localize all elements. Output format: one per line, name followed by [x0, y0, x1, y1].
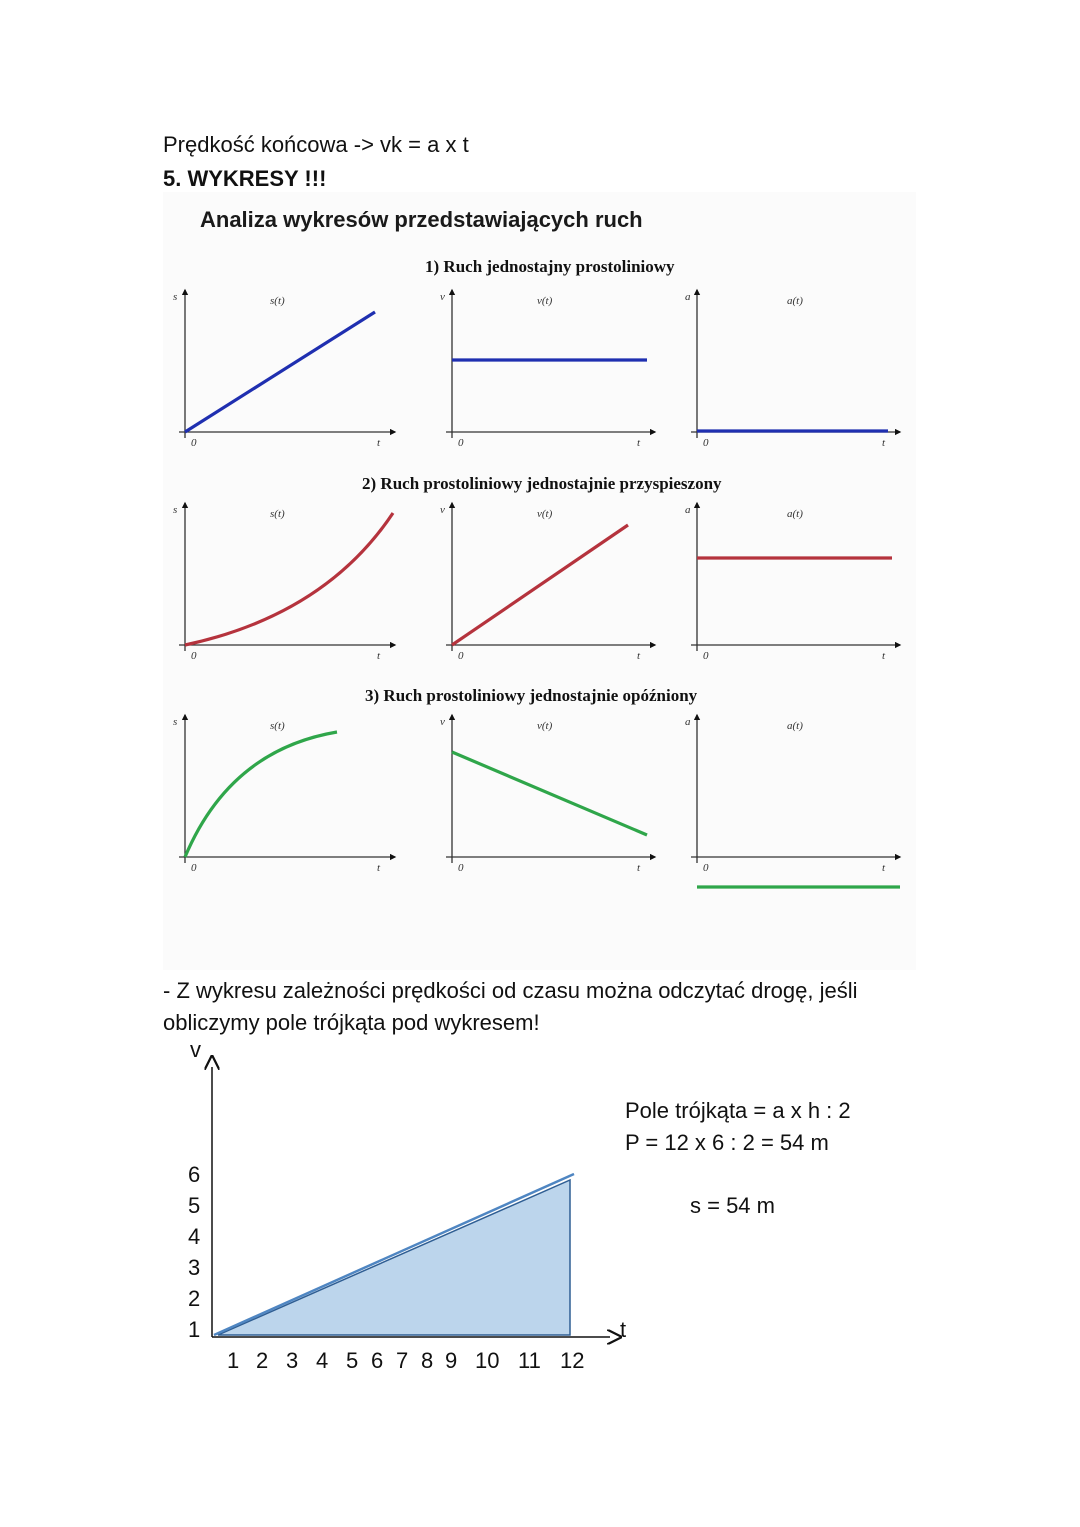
accelerated-v-axis-label: v	[440, 504, 445, 516]
x-tick-label: 12	[560, 1348, 585, 1373]
y-tick-label: 4	[188, 1224, 201, 1249]
uniform-v-t-label: t	[637, 437, 641, 449]
y-tick-label: 2	[188, 1286, 201, 1311]
decelerated-a-origin: 0	[703, 862, 709, 874]
decelerated-s-curve	[185, 732, 337, 857]
y-tick-label: 6	[188, 1162, 201, 1187]
decelerated-v-origin: 0	[458, 862, 464, 874]
x-tick-label: 1	[227, 1348, 240, 1373]
section-1-title: 1) Ruch jednostajny prostoliniowy	[425, 257, 675, 276]
uniform-s-curve-label: s(t)	[270, 295, 285, 307]
decelerated-v-curve	[452, 752, 647, 835]
uniform-a-t-label: t	[882, 437, 886, 449]
uniform-a-origin: 0	[703, 437, 709, 449]
decelerated-v-curve-label: v(t)	[537, 720, 553, 732]
x-tick-label: 6	[371, 1348, 384, 1373]
x-tick-label: 9	[445, 1348, 458, 1373]
decelerated-a-curve-label: a(t)	[787, 720, 803, 732]
triangle-area-calculation: P = 12 x 6 : 2 = 54 m	[625, 1130, 829, 1155]
triangle-area	[218, 1180, 570, 1335]
vt-chart	[150, 1035, 650, 1380]
accelerated-v-t-label: t	[637, 650, 641, 662]
final-velocity-line: Prędkość końcowa -> vk = a x t	[163, 132, 469, 157]
decelerated-a-t-label: t	[882, 862, 886, 874]
decelerated-s-origin: 0	[191, 862, 197, 874]
decelerated-s-axis-label: s	[173, 716, 178, 728]
accelerated-v-curve-label: v(t)	[537, 508, 553, 520]
accelerated-s-t-label: t	[377, 650, 381, 662]
paragraph-area-note: - Z wykresu zależności prędkości od czasu można odczytać drogę, jeśli obliczymy pole trójkąta pod wykresem!	[163, 978, 858, 1035]
x-tick-label: 7	[396, 1348, 409, 1373]
uniform-s-origin: 0	[191, 437, 197, 449]
accelerated-s-axis-label: s	[173, 504, 178, 516]
accelerated-s-curve-label: s(t)	[270, 508, 285, 520]
x-tick-label: 4	[316, 1348, 329, 1373]
accelerated-v-curve	[452, 525, 628, 645]
uniform-a-curve-label: a(t)	[787, 295, 803, 307]
figure-title: Analiza wykresów przedstawiających ruch	[200, 207, 643, 232]
decelerated-a-axis-label: a	[685, 716, 691, 728]
x-tick-label: 8	[421, 1348, 434, 1373]
decelerated-v-t-label: t	[637, 862, 641, 874]
y-tick-label: 3	[188, 1255, 201, 1280]
accelerated-a-origin: 0	[703, 650, 709, 662]
y-tick-label: 5	[188, 1193, 201, 1218]
x-tick-label: 11	[518, 1348, 541, 1373]
accelerated-s-curve	[185, 513, 393, 645]
distance-result: s = 54 m	[690, 1193, 775, 1218]
decelerated-v-axis-label: v	[440, 716, 445, 728]
uniform-v-origin: 0	[458, 437, 464, 449]
decelerated-s-curve-label: s(t)	[270, 720, 285, 732]
accelerated-v-origin: 0	[458, 650, 464, 662]
x-tick-label: 10	[475, 1348, 500, 1373]
section-3-title: 3) Ruch prostoliniowy jednostajnie opóźniony	[365, 686, 698, 705]
section-2-title: 2) Ruch prostoliniowy jednostajnie przyspieszony	[362, 474, 722, 493]
triangle-area-formula: Pole trójkąta = a x h : 2	[625, 1098, 851, 1123]
decelerated-s-t-label: t	[377, 862, 381, 874]
uniform-v-axis-label: v	[440, 291, 445, 303]
x-tick-label: 3	[286, 1348, 299, 1373]
uniform-s-axis-label: s	[173, 291, 178, 303]
accelerated-a-axis-label: a	[685, 504, 691, 516]
accelerated-a-curve-label: a(t)	[787, 508, 803, 520]
x-tick-label: 5	[346, 1348, 359, 1373]
section-heading: 5. WYKRESY !!!	[163, 166, 327, 191]
t-axis-label: t	[620, 1317, 627, 1342]
uniform-s-t-label: t	[377, 437, 381, 449]
uniform-s-curve	[185, 312, 375, 432]
y-tick-label: 1	[188, 1317, 201, 1342]
accelerated-a-t-label: t	[882, 650, 886, 662]
v-axis-label: v	[190, 1037, 201, 1062]
uniform-a-axis-label: a	[685, 291, 691, 303]
uniform-v-curve-label: v(t)	[537, 295, 553, 307]
accelerated-s-origin: 0	[191, 650, 197, 662]
x-tick-label: 2	[256, 1348, 269, 1373]
